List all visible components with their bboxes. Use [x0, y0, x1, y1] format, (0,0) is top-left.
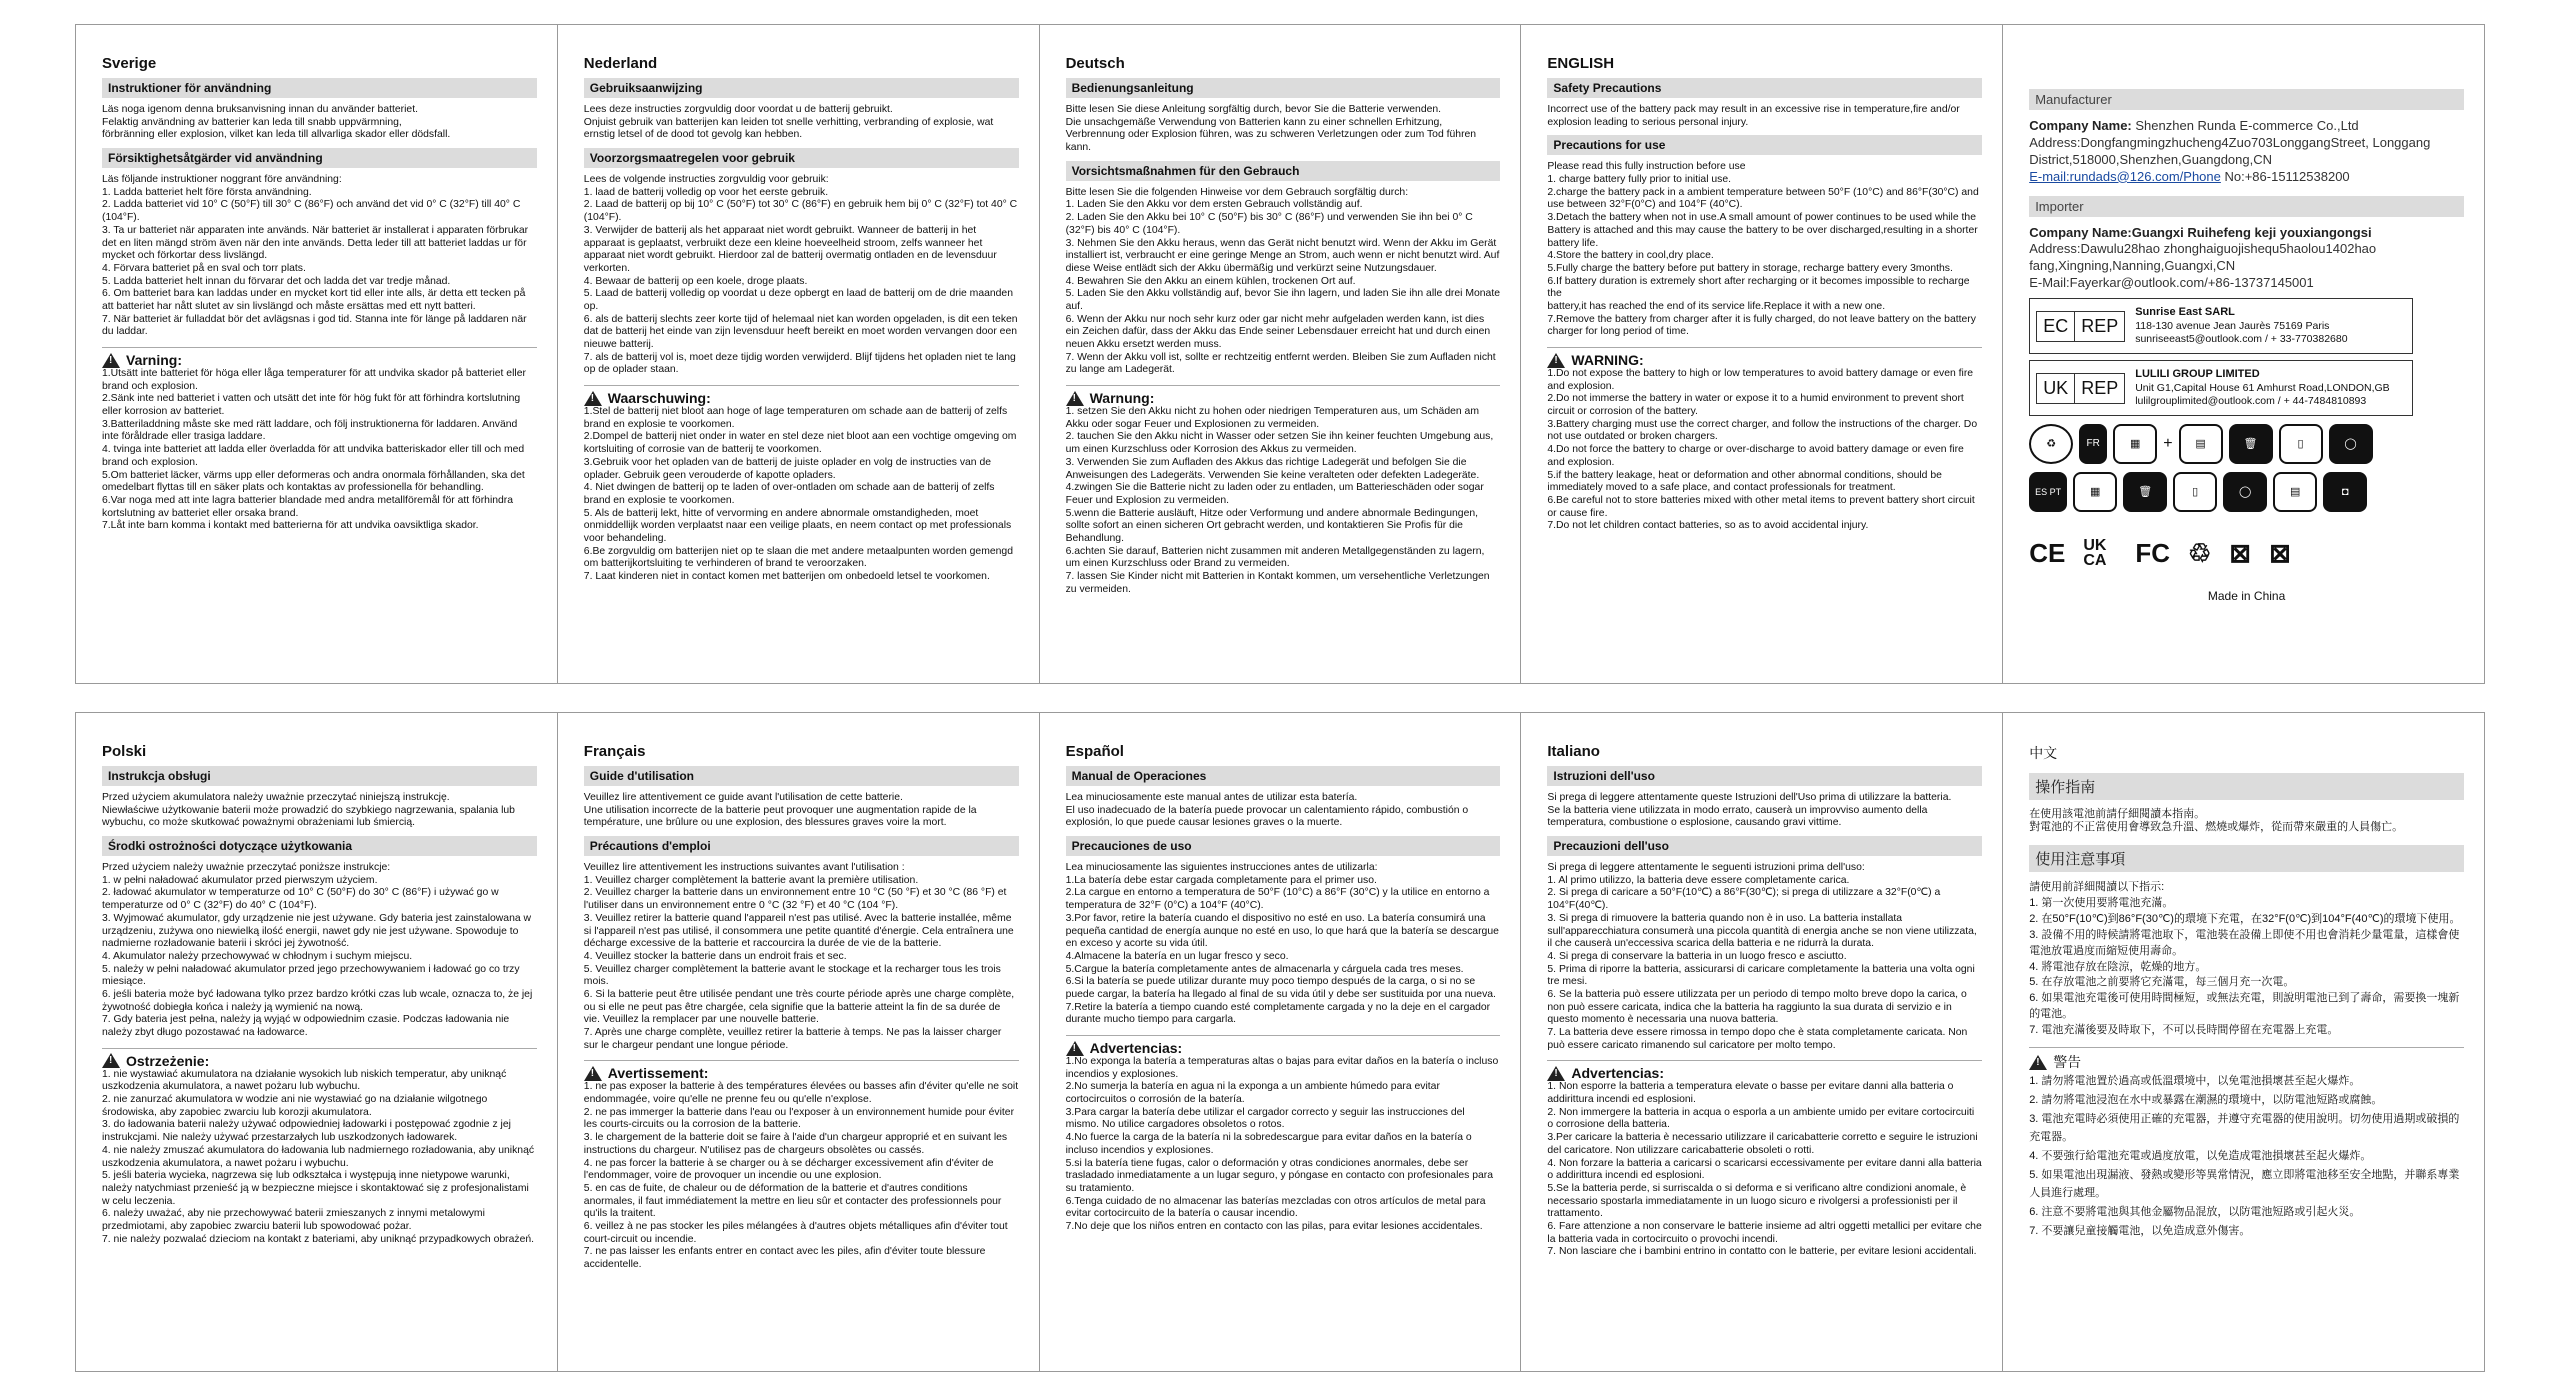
section-header: Precautions for use — [1547, 135, 1982, 155]
section-header: Précautions d'emploi — [584, 836, 1019, 856]
importer-info — [2029, 225, 2464, 293]
warning-header — [2029, 1047, 2464, 1072]
manufacturer-info — [2029, 118, 2464, 186]
warning-label: Advertencias: — [1089, 1040, 1183, 1056]
ec-rep-icon: EC REP — [2036, 311, 2125, 342]
paragraph: Veuillez lire attentivement les instructions suivantes avant l'utilisation : 1. Veuillez charger complètement la batterie avant la première utilisation. 2. Veuillez charger la batterie dans un environnement entre 10 °C (50 °F) et 30 °C (86 °F) et l'utiliser dans un environnement entre 0 °C (32 °F) et 40 °C (104 °F). 3. Veuillez retirer la batterie quand l'appareil n'est pas utilisé. Avec la batterie installée, même si l'appareil n'est pas utilisé, il consommera une petite quantité d'énergie. Cela entraînera une décharge excessive de la batterie et raccourcira la durée de vie de la batterie. 4. Veuillez stocker la batterie dans un endroit frais et sec. 5. Veuillez charger complètement la batterie avant le stockage et la recharger tous les trois mois. 6. Si la batterie peut être utilisée pendant une très courte période après une charge complète, ou si elle ne peut pas être chargée, cela signifie que la batterie atteint la fin de sa durée de vie. Veuillez la remplacer par une nouvelle batterie. 7. Après une charge complète, veuillez retirer la batterie à temps. Ne pas la laisser charger sur le chargeur pendant une longue période. — [583, 862, 1015, 1051]
paragraph: Lees de volgende instructies zorgvuldig voor gebruik: 1. laad de batterij volledig op voor het eerste gebruik. 2. Laad de batterij op bij 10° C (50°F) tot 30° C (86°F) en gebruik hem bij 0° C (32°F) tot 40° C (104°F). 3. Verwijder de batterij als het apparaat niet wordt gebruikt. Wanneer de batterij in het apparaat is geplaatst, verbruikt deze een kleine hoeveelheid stroom, zelfs wanneer het apparaat niet wordt gebruikt. Hierdoor zal de batterij overmatig ontladen en de levensduur verkorten. 4. Bewaar de batterij op een koele, droge plaats. 5. Laad de batterij volledig op voordat u deze opbergt en laad de batterij om de drie maanden op. 6. als de batterij slechts zeer korte tijd of helemaal niet kan worden opgeladen, is dit een teken dat de batterij het einde van zijn levensduur heeft bereikt en moet worden vervangen door een nieuwe batterij. 7. als de batterij vol is, moet deze tijdig worden verwijderd. Blijf tijdens het opladen niet te lang op de oplader staan. — [583, 174, 1018, 376]
paragraph: 請使用前詳細閱讀以下指示: 1. 第一次使用要將電池充滿。 2. 在50°F(10℃)到86°F(30℃)的環境下充電，在32°F(0℃)到104°F(40℃)的環境下使用。 3. 設備不用的時候請將電池取下，電池裝在設備上即使不用也會消耗少量電量，這樣會使電池放電過度而縮短使用壽命。 4. 將電池存放在陰涼，乾燥的地方。 5. 在存放電池之前要將它充滿電，每三個月充一次電。 6. 如果電池充電後可使用時間極短，或無法充電，則說明電池已到了壽命，需要換一塊新的電池。 7. 電池充滿後要及時取下，不可以長時間停留在充電器上充電。 — [2029, 880, 2461, 1037]
certification-marks — [2029, 538, 2464, 569]
paragraph: Incorrect use of the battery pack may result in an excessive rise in temperature,fire and/or explosion leading to serious personal injury. — [1547, 104, 1960, 128]
paragraph: Przed użyciem akumulatora należy uważnie przeczytać niniejszą instrukcję. Niewłaściwe użytkowanie baterii może prowadzić do szybkiego nagrzewania, spalania lub wybuchu, co może skutkować poważnymi obrażeniami lub śmiercią. — [102, 792, 515, 829]
paragraph: 1. setzen Sie den Akku nicht zu hohen oder niedrigen Temperaturen aus, um Schäden am Akku oder sogar Feuer und Explosionen zu vermeiden. 2. tauchen Sie den Akku nicht in Wasser oder setzen Sie ihn keiner feuchten Umgebung aus, um einen Kurzschluss oder Korrosion des Akkus zu vermeiden. 3. Verwenden Sie zum Aufladen des Akkus das richtige Ladegerät und befolgen Sie die Anweisungen des Ladegeräts. Verwenden Sie keine veralteten oder defekten Ladegeräte. 4.zwingen Sie die Batterie nicht zu laden oder zu entladen, um Batterieschäden oder sogar Feuer und Explosion zu vermeiden. 5.wenn die Batterie ausläuft, Hitze oder Verformung und andere abnormale Bedingungen, sollte sofort an einen sicheren Ort gebracht werden, und kontaktieren Sie Profis für die Behandlung. 6.achten Sie darauf, Batterien nicht zusammen mit anderen Metallgegenständen zu lagern, um einen Kurzschluss oder Brand zu vermeiden. 7. lassen Sie Kinder nicht mit Batterien in Kontakt kommen, um versehentliche Verletzungen zu vermeiden. — [1065, 406, 1494, 595]
lang-title: Deutsch — [1065, 55, 1125, 72]
phone: No:+86-15112538200 — [2220, 168, 2350, 184]
section-header: Precauciones de uso — [1066, 836, 1501, 856]
warning-label: Warnung: — [1089, 390, 1155, 407]
section-header: 使用注意事項 — [2029, 845, 2464, 872]
paragraph: Lees deze instructies zorgvuldig door voordat u de batterij gebruikt. Onjuist gebruik van batterijen kan leiden tot snelle verhitting, verbranding of explosie, wat ernstig letsel of de dood tot gevolg kan hebben. — [583, 104, 994, 141]
lang-title: Français — [583, 743, 646, 760]
section-header: Voorzorgsmaatregelen voor gebruik — [584, 148, 1019, 168]
section-header: Instrukcja obsługi — [102, 766, 537, 786]
company-name: Guangxi Ruihefeng keji youxiangongsi — [2131, 224, 2372, 240]
email: E-Mail:Fayerkar@outlook.com/+86-13737145001 — [2029, 275, 2314, 291]
bag-icon: ◘ — [2323, 472, 2367, 512]
uk-rep-info: LULILI GROUP LIMITED Unit G1,Capital House 61 Amhurst Road,LONDON,GB lulilgrouplimited@outlook.com / + 44-7484810893 — [2135, 368, 2390, 408]
plus-icon: + — [2163, 434, 2173, 452]
jar-icon: ◯ — [2223, 472, 2267, 512]
paragraph: Läs följande instruktioner noggrant före användning: 1. Ladda batteriet helt före första användning. 2. Ladda batteriet vid 10° C (50°F) till 30° C (86°F) och använd det vid 0° C (32°F) till 40° C (104°F). 3. Ta ur batteriet när apparaten inte används. När batteriet är installerat i apparaten förbrukar det en liten mängd ström även när den inte används. Detta leder till att batteriet laddas ur för mycket och förkortar dess livslängd. 4. Förvara batteriet på en sval och torr plats. 5. Ladda batteriet helt innan du förvarar det och ladda det var tredje månad. 6. Om batteriet bara kan laddas under en mycket kort tid eller inte alls, är detta ett tecken på att batteriet har nått slutet av sin livslängd och måste ersättas med ett nytt batteri. 7. När batteriet är fulladdat bör det avlägsnas i god tid. Stanna inte för länge på laddaren när du laddar. — [102, 174, 529, 338]
panel-italian — [1521, 713, 2003, 1371]
ukca-mark-icon: UK CA — [2083, 536, 2107, 570]
paragraph: 1. ne pas exposer la batterie à des températures élevées ou basses afin d'éviter qu'elle ne soit endommagée, voire qu'elle ne prenne feu ou qu'elle n'explose. 2. ne pas immerger la batterie dans l'eau ou l'exposer à un environnement humide pour éviter les courts-circuits ou la corrosion de la batterie. 3. le chargement de la batterie doit se faire à l'aide d'un chargeur approprié et en suivant les instructions du chargeur. N'utilisez pas de chargeurs obsolètes ou cassés. 4. ne pas forcer la batterie à se charger ou à se décharger excessivement afin d'éviter de l'endommager, voire de provoquer un incendie ou une explosion. 5. en cas de fuite, de chaleur ou de déformation de la batterie et d'autres conditions anormales, il faut immédiatement la mettre en lieu sûr et contacter des professionnels pour qu'ils la traitent. 6. veillez à ne pas stocker les piles mélangées à d'autres objets métalliques afin d'éviter tout court-circuit ou incendie. 7. ne pas laisser les enfants entrer en contact avec les piles, afin d'éviter toute blessure accidentelle. — [583, 1081, 1019, 1270]
warning-icon — [584, 391, 602, 406]
lang-title: Italiano — [1547, 743, 1600, 760]
fr-badge: FR — [2079, 424, 2107, 464]
section-header: Istruzioni dell'uso — [1547, 766, 1982, 786]
email-link[interactable]: E-mail:rundads@126.com/Phone — [2029, 168, 2221, 184]
warning-icon — [1547, 1066, 1565, 1081]
packaging-icon: ▤ — [2273, 472, 2317, 512]
address: Address:Dongfangmingzhucheng4Zuo703LonggangStreet, Longgang District,518000,Shenzhen,Guangdong,CN — [2029, 134, 2431, 167]
paragraph: 1. 請勿將電池置於過高或低溫環境中，以免電池損壞甚至起火爆炸。 2. 請勿將電池浸泡在水中或暴露在潮濕的環境中，以防電池短路或腐蝕。 3. 電池充電時必須使用正確的充電器，并遵守充電器的使用說明。切勿使用過期或破損的充電器。 4. 不要強行給電池充電或過度放電，以免造成電池損壞甚至起火爆炸。 5. 如果電池出現漏液、發熱或變形等異常情況，應立即將電池移至安全地點，并聯系專業人員進行處理。 6. 注意不要將電池與其他金屬物品混放，以防電池短路或引起火災。 7. 不要讓兒童接觸電池，以免造成意外傷害。 — [2029, 1075, 2460, 1237]
paragraph: Läs noga igenom denna bruksanvisning innan du använder batteriet. Felaktig användning av batterier kan leda till snabb uppvärmning, förbränning eller explosion, vilket kan leda till allvarliga skador eller dödsfall. — [102, 104, 451, 141]
bottle-icon: ▯ — [2173, 472, 2217, 512]
paragraph: 在使用該電池前請仔細閱讀本指南。 對電池的不正當使用會導致急升溫、燃燒或爆炸，從而帶來嚴重的人員傷亡。 — [2029, 808, 2404, 834]
warning-label: Avertissement: — [607, 1065, 709, 1082]
panel-spanish — [1040, 713, 1522, 1371]
section-header: Precauzioni dell'uso — [1547, 836, 1982, 856]
packaging-icon: ▤ — [2179, 424, 2223, 464]
fr-recycling-row — [2029, 424, 2464, 464]
warning-icon — [1547, 353, 1565, 368]
ce-mark-icon: CE — [2029, 537, 2066, 568]
section-header: 操作指南 — [2029, 773, 2464, 800]
panel-german — [1040, 25, 1522, 683]
company-name-label: Company Name: — [2029, 118, 2132, 133]
section-header: Środki ostrożności dotyczące użytkowania — [102, 836, 537, 856]
section-header: Guide d'utilisation — [584, 766, 1019, 786]
section-header: Försiktighetsåtgärder vid användning — [102, 148, 537, 168]
panel-english — [1521, 25, 2003, 683]
warning-icon — [1066, 391, 1084, 406]
section-header: Instruktioner för användning — [102, 78, 537, 98]
company-name-label: Company Name: — [2029, 224, 2132, 240]
triman-icon: ♻ — [2029, 424, 2073, 464]
ec-rep-box — [2029, 298, 2413, 354]
warning-label: Advertencias: — [1571, 1065, 1664, 1082]
lang-title: Sverige — [102, 55, 157, 72]
paragraph: Si prega di leggere attentamente le seguenti istruzioni prima dell'uso: 1. Al primo utilizzo, la batteria deve essere completamente carica. 2. Si prega di caricare a 50°F(10℃) a 86°F(30℃); si prega di utilizzare a 32°F(0℃) a 104°F(40℃). 3. Si prega di rimuovere la batteria quando non è in uso. La batteria installata sull'apparecchiatura consumerà una piccola quantità di energia anche se non viene utilizzata, il che causerà un'eccessiva scarica della batteria e ne ridurrà la durata. 4. Si prega di conservare la batteria in un luogo fresco e asciutto. 5. Prima di riporre la batteria, assicurarsi di caricare completamente la batteria una volta ogni tre mesi. 6. Se la batteria può essere utilizzata per un periodo di tempo molto breve dopo la carica, o non può essere caricata, indica che la batteria ha raggiunto la sua durata di servizio e in questo momento è necessaria una nuova batteria. 7. La batteria deve essere rimossa in tempo dopo che è stata completamente caricata. Non può essere caricato rimanendo sul caricatore per molto tempo. — [1547, 862, 1977, 1051]
warning-header — [1547, 347, 1982, 368]
paragraph: Lea minuciosamente este manual antes de utilizar esta batería. El uso inadecuado de la batería puede provocar un calentamiento rápido, combustión o explosión, lo que puede causar lesiones graves o la muerte. — [1065, 792, 1469, 829]
address: Address:Dawulu28hao zhonghaiguojishequ5haolou1402hao fang,Xingning,Nanning,Guangxi,CN — [2029, 241, 2377, 274]
bin-icon: 🗑 — [2123, 472, 2167, 512]
ec-rep-info: Sunrise East SARL 118-130 avenue Jean Jaurès 75169 Paris sunriseeast5@outlook.com / + 33-770382680 — [2135, 306, 2348, 346]
paragraph: Lea minuciosamente las siguientes instrucciones antes de utilizarla: 1.La batería debe estar cargada completamente para el primer uso. 2.La cargue en entorno a temperatura de 50°F (10°C) a 86°F (30°C) y la utilice en entorno a temperatura de 32°F (0°C) a 104°F (40°C). 3.Por favor, retire la batería cuando el dispositivo no esté en uso. La batería consumirá una pequeña cantidad de energía aunque no esté en uso, lo que hará que la batería se descargue en exceso y acorte su vida útil. 4.Almacene la batería en un lugar fresco y seco. 5.Cargue la batería completamente antes de almacenarla y cárguela cada tres meses. 6.Si la batería se puede utilizar durante muy poco tiempo después de la carga, o si no se puede cargar, la batería ha llegado al final de su vida útil y debe ser sustituida por una nueva. 7.Retire la batería a tiempo cuando esté completamente cargada y no la deje en el cargador durante mucho tiempo para cargarla. — [1065, 862, 1499, 1026]
warning-header — [584, 1060, 1019, 1081]
paragraph: Bitte lesen Sie diese Anleitung sorgfältig durch, bevor Sie die Batterie verwenden. Die unsachgemäße Verwendung von Batterien kann zu einer schnellen Erhitzung, Verbrennung oder Explosion führen, was zu schweren Verletzungen oder zum Tod führen kann. — [1065, 104, 1477, 154]
warning-header — [1547, 1060, 1982, 1081]
paragraph: Przed użyciem należy uważnie przeczytać poniższe instrukcje: 1. w pełni naładować akumulator przed pierwszym użyciem. 2. ładować akumulator w temperaturze od 10° C (50°F) do 30° C (86°F) i używać go w temperaturze od 0° C (32°F) do 40° C (104°F). 3. Wyjmować akumulator, gdy urządzenie nie jest używane. Gdy bateria jest zainstalowana w urządzeniu, zużywa ono niewielką ilość energii, nawet gdy nie jest używane. Spowoduje to nadmierne rozładowanie baterii i skróci jej żywotność. 4. Akumulator należy przechowywać w chłodnym i suchym miejscu. 5. należy w pełni naładować akumulator przed jego przechowywaniem i ładować go co trzy miesiące. 6. jeśli bateria może być ładowana tylko przez bardzo krótki czas lub wcale, oznacza to, że jej żywotność dobiegła końca i należy ją wymienić na nową. 7. Gdy bateria jest pełna, należy ją wyjąć w odpowiednim czasie. Podczas ładowania nie należy zbyt długo pozostawać na ładowarce. — [102, 862, 533, 1038]
no-bin-icon: ⊠ — [2229, 537, 2252, 568]
paragraph: 1.Stel de batterij niet bloot aan hoge of lage temperaturen om schade aan de batterij of zelfs brand en explosie te voorkomen. 2.Dompel de batterij niet onder in water en stel deze niet bloot aan een vochtige omgeving om kortsluiting of corrosie van de batterij te voorkomen. 3.Gebruik voor het opladen van de batterij de juiste oplader en volg de instructies van de oplader. Gebruik geen verouderde of kapotte opladers. 4. Niet dwingen de batterij op te laden of over-ontladen om schade aan de batterij of zelfs brand en explosie te voorkomen. 5. Als de batterij lekt, hitte of vervorming en andere abnormale omstandigheden, moet onmiddellijk worden verplaatst naar een veilige plaats, en neem contact op met professionals voor behandeling. 6.Be zorgvuldig om batterijen niet op te slaan die met andere metaalpunten worden gemengd om batterijkortsluiting te verhinderen of brand te veroorzaken. 7. Laat kinderen niet in contact komen met batterijen om onbedoeld letsel te voorkomen. — [583, 406, 1017, 582]
bottle-icon: ▯ — [2279, 424, 2323, 464]
es-pt-badge: ES PT — [2029, 472, 2067, 512]
paragraph: Bitte lesen Sie die folgenden Hinweise vor dem Gebrauch sorgfältig durch: 1. Laden Sie den Akku vor dem ersten Gebrauch vollständig auf. 2. Laden Sie den Akku bei 10° C (50°F) bis 30° C (86°F) und verwenden Sie ihn bei 0° C (32°F) bis 40° C (104°F). 3. Nehmen Sie den Akku heraus, wenn das Gerät nicht benutzt wird. Wenn der Akku im Gerät installiert ist, verbraucht er eine geringe Menge an Strom, auch wenn er nicht benutzt wird. Auf diese Weise entlädt sich der Akku übermäßig und verkürzt seine Nutzungsdauer. 4. Bewahren Sie den Akku an einem kühlen, trockenen Ort auf. 5. Laden Sie den Akku vollständig auf, bevor Sie ihn lagern, und laden Sie ihn alle drei Monate auf. 6. Wenn der Akku nur noch sehr kurz oder gar nicht mehr aufgeladen werden kann, ist dies ein Zeichen dafür, dass der Akku das Ende seiner Lebensdauer erreicht hat und durch einen neuen Akku ersetzt werden muss. 7. Wenn der Akku voll ist, sollte er rechtzeitig entfernt werden. Bleiben Sie zum Aufladen nicht zu lange am Ladegerät. — [1065, 186, 1500, 376]
section-header: Bedienungsanleitung — [1066, 78, 1501, 98]
panel-dutch — [558, 25, 1040, 683]
warning-icon — [1066, 1041, 1084, 1056]
panel-chinese — [2003, 713, 2484, 1371]
uk-rep-icon: UK REP — [2036, 373, 2125, 404]
warning-icon — [584, 1066, 602, 1081]
panel-polish — [76, 713, 558, 1371]
company-name: Shenzhen Runda E-commerce Co.,Ltd — [2131, 118, 2359, 133]
warning-label: WARNING: — [1571, 352, 1644, 368]
top-row — [75, 24, 2485, 684]
warning-header — [584, 385, 1019, 406]
lang-title: ENGLISH — [1547, 55, 1615, 72]
bin-icon: 🗑 — [2229, 424, 2273, 464]
section-header: Safety Precautions — [1547, 78, 1982, 98]
warning-label: Ostrzeżenie: — [126, 1052, 210, 1069]
section-header: Gebruiksaanwijzing — [584, 78, 1019, 98]
paragraph: 1.No exponga la batería a temperaturas altas o bajas para evitar daños en la batería o incluso incendios y explosiones. 2.No sumerja la batería en agua ni la exponga a un ambiente húmedo para evitar cortocircuitos o corrosión de la batería. 3.Para cargar la batería debe utilizar el cargador correcto y seguir las instrucciones del mismo. No utilice cargadores obsoletos o rotos. 4.No fuerce la carga de la batería ni la sobredescargue para evitar daños en la batería o incluso incendios y explosiones. 5.si la batería tiene fugas, calor o deformación y otras condiciones anormales, debe ser trasladado inmediatamente a un lugar seguro, y póngase en contacto con profesionales para su tratamiento. 6.Tenga cuidado de no almacenar las baterías mezcladas con otros artículos de metal para evitar cortocircuito de la batería o causar incendio. 7.No deje que los niños entren en contacto con las pilas, para evitar lesiones accidentales. — [1065, 1056, 1499, 1232]
no-battery-bin-icon: ⊠ — [2269, 537, 2291, 568]
box-icon: ▦ — [2113, 424, 2157, 464]
importer-header: Importer — [2029, 196, 2464, 217]
warning-icon — [102, 353, 120, 368]
lang-title: Español — [1065, 743, 1124, 760]
paragraph: Please read this fully instruction before use 1. charge battery fully prior to initial use. 2.charge the battery pack in a ambient temperature between 50°F (10°C) and 86°F(30°C) and use between 32°F(0°C) and 104°F (40°C). 3.Detach the battery when not in use.A small amount of power continues to be used while the Battery is attached and this may cause the battery to be over discharged,resulting in a shorter battery life. 4.Store the battery in cool,dry place. 5.Fully charge the battery before put battery in storage, recharge battery every 3months. 6.If battery duration is extremely short after recharging or it becomes impossible to recharge the battery,it has reached the end of its service life.Replace it with a new one. 7.Remove the battery from charger after it is fully charged, do not leave battery on the battery charger for long period of time. — [1547, 161, 1979, 338]
paragraph: 1.Do not expose the battery to high or low temperatures to avoid battery damage or even fire and explosion. 2.Do not immerse the battery in water or expose it to a humid environment to prevent short circuit or corrosion of the battery. 3.Battery charging must use the correct charger, and follow the instructions of the charger. Do not use outdated or broken chargers. 4.Do not force the battery to charge or over-discharge to avoid battery damage or even fire and explosion. 5.if the battery leakage, heat or deformation and other abnormal conditions, should be immediately moved to a safe place, and contact professionals for treatment. 6.Be careful not to store batteries mixed with other metal items to prevent battery short circuit or cause fire. 7.Do not let children contact batteries, so as to avoid accidental injury. — [1547, 368, 1978, 532]
paragraph: Veuillez lire attentivement ce guide avant l'utilisation de cette batterie. Une utilisation incorrecte de la batterie peut provoquer une augmentation rapide de la température, une brûlure ou une explosion, des blessures graves voire la mort. — [583, 792, 977, 829]
panel-company-info — [2003, 25, 2484, 683]
panel-swedish — [76, 25, 558, 683]
lang-title: Nederland — [583, 55, 658, 72]
warning-label: Waarschuwing: — [607, 390, 711, 407]
lang-title: 中文 — [2029, 745, 2058, 761]
section-header: Vorsichtsmaßnahmen für den Gebrauch — [1066, 161, 1501, 181]
jar-icon: ◯ — [2329, 424, 2373, 464]
paragraph: 1. nie wystawiać akumulatora na działanie wysokich lub niskich temperatur, aby uniknąć uszkodzenia akumulatora, a nawet pożaru lub wybuchu. 2. nie zanurzać akumulatora w wodzie ani nie wystawiać go na działanie wilgotnego środowiska, aby zapobiec zwarciu lub korozji akumulatora. 3. do ładowania baterii należy używać odpowiedniej ładowarki i postępować zgodnie z jej instrukcjami. Nie należy używać przestarzałych lub uszkodzonych ładowarek. 4. nie należy zmuszać akumulatora do ładowania lub nadmiernego rozładowania, aby uniknąć uszkodzenia akumulatora, a nawet pożaru i wybuchu. 5. jeśli bateria wycieka, nagrzewa się lub odkształca i występują inne nietypowe warunki, należy natychmiast przenieść ją w bezpieczne miejsce i skontaktować się z profesjonalistami w celu leczenia. 6. należy uważać, aby nie przechowywać baterii zmieszanych z innymi metalowymi przedmiotami, aby zapobiec zwarciu baterii lub spowodować pożar. 7. nie należy pozwalać dzieciom na kontakt z bateriami, aby uniknąć przypadkowych obrażeń. — [102, 1068, 535, 1245]
box-icon: ▦ — [2073, 472, 2117, 512]
warning-header — [102, 1048, 537, 1069]
paragraph: Si prega di leggere attentamente queste Istruzioni dell'Uso prima di utilizzare la batteria. Se la batteria viene utilizzata in modo errato, causerà un improvviso aumento della temperatura, combustione o esplosione, causando gravi vittime. — [1547, 792, 1952, 829]
es-pt-recycling-row — [2029, 472, 2464, 512]
made-in-china: Made in China — [2207, 588, 2286, 603]
panel-french — [558, 713, 1040, 1371]
section-header: Manual de Operaciones — [1066, 766, 1501, 786]
warning-label: 警告 — [2053, 1054, 2082, 1071]
warning-header — [1066, 1035, 1501, 1056]
lang-title: Polski — [102, 743, 147, 760]
paragraph: 1. Non esporre la batteria a temperatura elevate o basse per evitare danni alla batteria o addirittura incendi ed esplosioni. 2. Non immergere la batteria in acqua o esporla a un ambiente umido per evitare cortocircuiti o corrosione della batteria. 3.Per caricare la batteria è necessario utilizzare il caricabatterie corretto e seguire le istruzioni del caricatore. Non utilizzare caricabatterie obsoleti o rotti. 4. Non forzare la batteria a caricarsi o scaricarsi eccessivamente per evitare danni alla batteria o addirittura incendi ed esplosioni. 5.Se la batteria perde, si surriscalda o si deforma e si verificano altre condizioni anomale, è necessario spostarla immediatamente in un luogo sicuro e rivolgersi a professionisti per il trattamento. 6. Fare attenzione a non conservare le batterie insieme ad altri oggetti metallici per evitare che la batteria vada in cortocircuito o provochi incendi. 7. Non lasciare che i bambini entrino in contatto con le batterie, per evitare lesioni accidentali. — [1547, 1081, 1982, 1258]
warning-icon — [2029, 1055, 2047, 1070]
fc-mark-icon: FC — [2135, 537, 2170, 568]
manufacturer-header: Manufacturer — [2029, 89, 2464, 110]
warning-icon — [102, 1053, 120, 1068]
uk-rep-box — [2029, 360, 2413, 416]
warning-header — [1066, 385, 1501, 406]
bottom-row — [75, 712, 2485, 1372]
warning-header — [102, 347, 537, 368]
paragraph: 1.Utsätt inte batteriet för höga eller låga temperaturer för att undvika skador på batteriet eller brand och explosion. 2.Sänk inte ned batteriet i vatten och utsätt det inte för hög fukt för att förhindra kortslutning eller korrosion av batteriet. 3.Batteriladdning måste ske med rätt laddare, och följ instruktionerna för laddaren. Använd inte föråldrade eller trasiga laddare. 4. tvinga inte batteriet att ladda eller överladda för att undvika batteriskador eller till och med brand och explosion. 5.Om batteriet läcker, värms upp eller deformeras och andra onormala förhållanden, ska det omedelbart flyttas till en säker plats och kontaktas av professionella för behandling. 6.Var noga med att inte lagra batterier blandade med andra metallföremål för att förhindra kortslutning av batteriet eller orsaka brand. 7.Låt inte barn komma i kontakt med batterierna för att undvika oavsiktliga skador. — [102, 368, 526, 532]
warning-label: Varning: — [126, 352, 183, 368]
recycle-icon: ♲ — [2187, 537, 2212, 568]
